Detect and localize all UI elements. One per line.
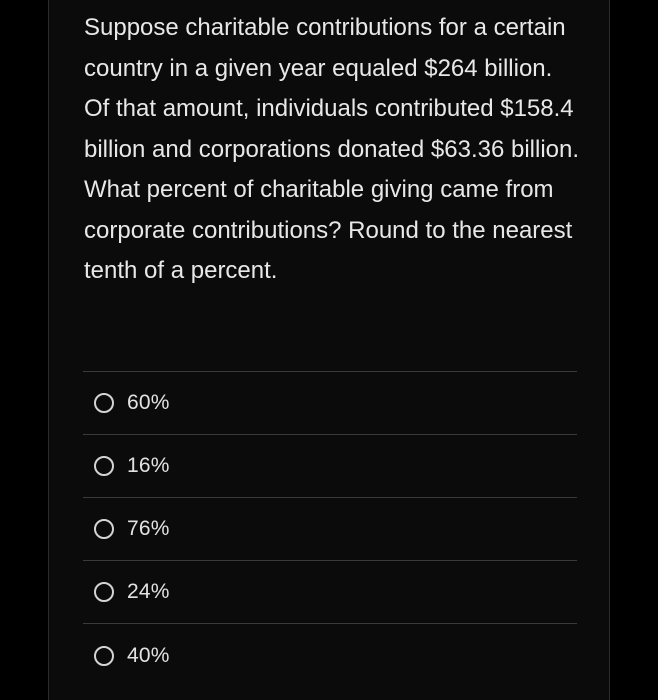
question-panel	[48, 0, 610, 700]
radio-button-icon[interactable]	[94, 519, 114, 539]
option-2[interactable]	[83, 435, 577, 498]
radio-button-icon[interactable]	[94, 582, 114, 602]
option-5[interactable]	[83, 624, 577, 687]
option-4[interactable]	[83, 561, 577, 624]
radio-button-icon[interactable]	[94, 456, 114, 476]
question-text: Suppose charitable contributions for a certain country in a given year equaled $264 billion. Of that amount, individuals contributed $158.4 billion and corporations donated $63.36 billion. What percent of charitable giving came from corporate contributions? Round to the nearest tenth of a percent.	[84, 14, 580, 284]
option-1[interactable]	[83, 372, 577, 435]
radio-button-icon[interactable]	[94, 393, 114, 413]
option-label: 16%	[127, 454, 170, 477]
option-label: 40%	[127, 643, 170, 667]
option-label: 76%	[127, 517, 170, 540]
radio-button-icon[interactable]	[94, 646, 114, 666]
option-3[interactable]	[83, 498, 577, 561]
answer-options	[83, 371, 577, 687]
option-label: 60%	[127, 391, 170, 414]
option-label: 24%	[127, 580, 170, 603]
